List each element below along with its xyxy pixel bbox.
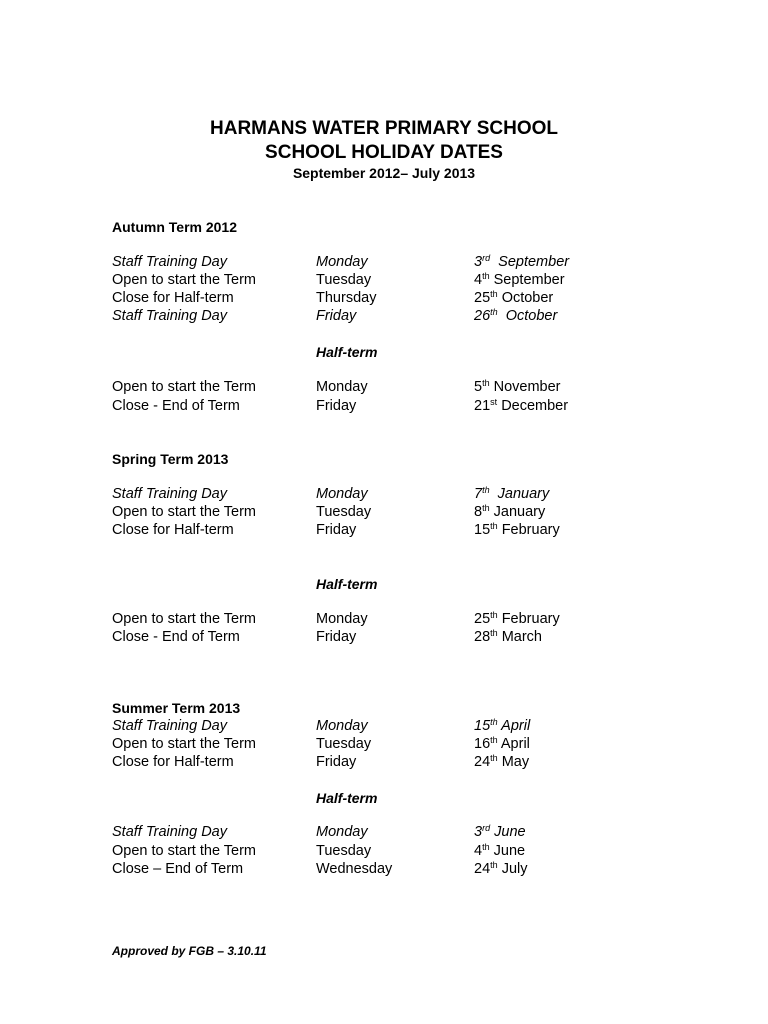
date-label: 25th February — [474, 610, 560, 627]
day-label: Monday — [316, 254, 368, 270]
date-label: 24th July — [474, 860, 528, 877]
date-label: 25th October — [474, 289, 554, 306]
date-label: 21st December — [474, 397, 569, 414]
school-name: HARMANS WATER PRIMARY SCHOOL — [210, 118, 558, 139]
event-label: Open to start the Term — [112, 504, 256, 520]
day-label: Monday — [316, 824, 368, 840]
day-label: Tuesday — [316, 736, 372, 752]
date-range-subtitle: September 2012– July 2013 — [292, 165, 476, 181]
date-label: 7th January — [474, 485, 550, 502]
date-label: 3rd September — [474, 253, 570, 270]
half-term-label: Half-term — [316, 576, 378, 592]
table-row — [0, 307, 768, 325]
day-label: Friday — [316, 629, 357, 645]
date-label: 24th May — [474, 753, 530, 770]
date-label: 16th April — [474, 735, 530, 752]
page-title: SCHOOL HOLIDAY DATES — [265, 142, 503, 163]
table-row — [0, 253, 768, 271]
day-label: Tuesday — [316, 272, 372, 288]
event-label: Open to start the Term — [112, 843, 256, 859]
table-row — [0, 753, 768, 771]
table-row — [0, 485, 768, 503]
date-label: 3rd June — [474, 823, 526, 840]
day-label: Wednesday — [316, 861, 393, 877]
event-label: Open to start the Term — [112, 272, 256, 288]
table-row — [0, 289, 768, 307]
term-heading-spring: Spring Term 2013 — [112, 451, 229, 467]
event-label: Close – End of Term — [112, 861, 244, 877]
event-label: Open to start the Term — [112, 611, 256, 627]
table-row — [0, 271, 768, 289]
day-label: Monday — [316, 486, 368, 502]
day-label: Friday — [316, 308, 357, 324]
event-label: Close for Half-term — [112, 754, 234, 770]
table-row — [0, 503, 768, 521]
event-label: Staff Training Day — [112, 718, 227, 734]
table-row — [0, 610, 768, 628]
date-label: 15th February — [474, 521, 560, 538]
date-label: 28th March — [474, 628, 542, 645]
day-label: Tuesday — [316, 504, 372, 520]
date-label: 4th September — [474, 271, 565, 288]
event-label: Close for Half-term — [112, 522, 234, 538]
day-label: Tuesday — [316, 843, 372, 859]
table-row — [0, 735, 768, 753]
event-label: Staff Training Day — [112, 824, 227, 840]
date-label: 8th January — [474, 503, 546, 520]
term-heading-autumn: Autumn Term 2012 — [112, 219, 237, 235]
event-label: Staff Training Day — [112, 308, 227, 324]
date-label: 26th October — [474, 307, 558, 324]
day-label: Monday — [316, 611, 368, 627]
event-label: Staff Training Day — [112, 254, 227, 270]
table-row — [0, 842, 768, 860]
day-label: Monday — [316, 718, 368, 734]
event-label: Staff Training Day — [112, 486, 227, 502]
day-label: Friday — [316, 522, 357, 538]
event-label: Close - End of Term — [112, 629, 240, 645]
event-label: Open to start the Term — [112, 736, 256, 752]
half-term-label: Half-term — [316, 344, 378, 360]
table-row — [0, 628, 768, 646]
day-label: Friday — [316, 398, 357, 414]
event-label: Close for Half-term — [112, 290, 234, 306]
approval-note: Approved by FGB – 3.10.11 — [112, 944, 267, 958]
date-label: 5th November — [474, 378, 561, 395]
half-term-label: Half-term — [316, 790, 378, 806]
date-label: 4th June — [474, 842, 526, 859]
term-heading-summer: Summer Term 2013 — [112, 700, 241, 716]
table-row — [0, 717, 768, 735]
table-row — [0, 823, 768, 841]
table-row — [0, 397, 768, 415]
event-label: Close - End of Term — [112, 398, 240, 414]
day-label: Thursday — [316, 290, 377, 306]
table-row — [0, 521, 768, 539]
date-label: 15th April — [474, 717, 531, 734]
table-row — [0, 860, 768, 878]
table-row — [0, 378, 768, 396]
day-label: Monday — [316, 379, 368, 395]
event-label: Open to start the Term — [112, 379, 256, 395]
day-label: Friday — [316, 754, 357, 770]
